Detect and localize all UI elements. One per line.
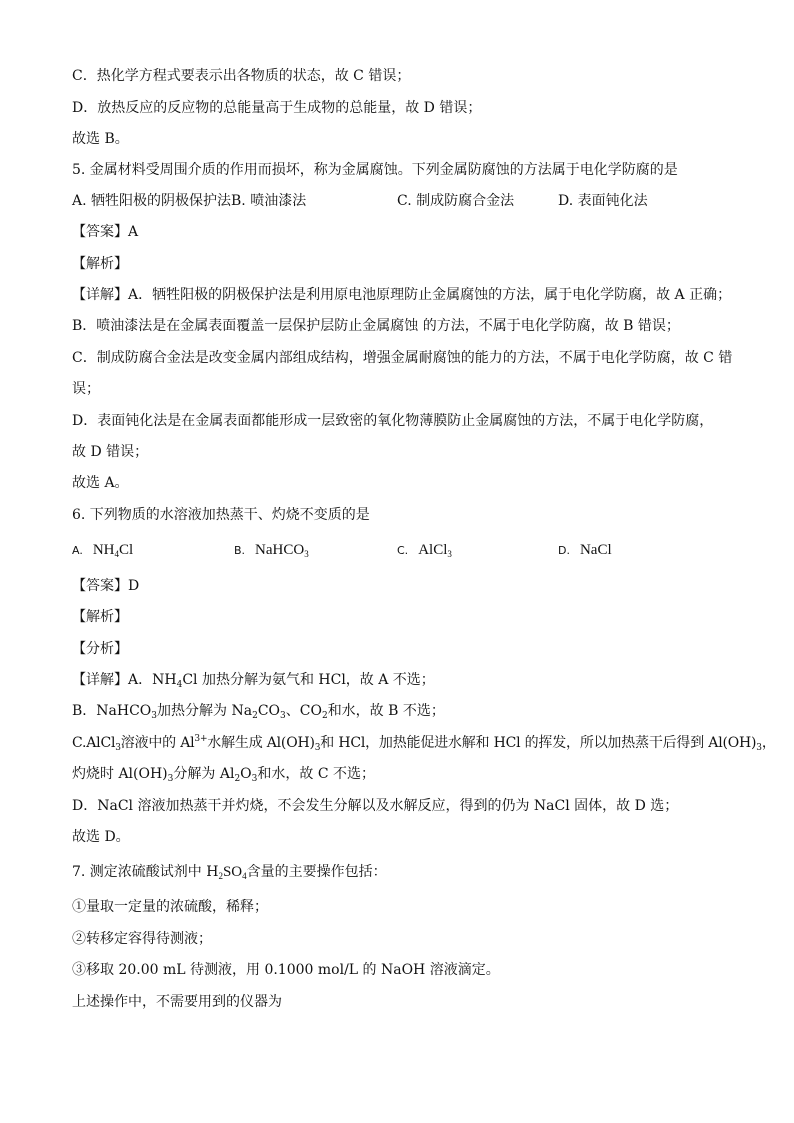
q4-option-d-explanation: D．放热反应的反应物的总能量高于生成物的总能量，故 D 错误； <box>72 100 482 116</box>
q6-detail-c-text4: 和 HCl，加热能促进水解和 HCl 的挥发，所以加热蒸干后得到 Al(OH) <box>320 735 757 751</box>
q6-detail-a-text1: 【详解】A．NH <box>72 672 177 688</box>
q5-option-c: C. 制成防腐合金法 <box>397 193 515 209</box>
q6-detail-c-text3: 水解生成 Al(OH) <box>207 735 315 751</box>
q6-detail-c2-text1: 灼烧时 Al(OH) <box>72 766 168 782</box>
q6-detail-c2-text3: O <box>240 766 252 782</box>
q6-option-a-letter: A. <box>72 544 83 557</box>
q5-detail-b: B．喷油漆法是在金属表面覆盖一层保护层防止金属腐蚀 的方法，不属于电化学防腐，故 B 错误； <box>72 318 680 334</box>
q6-detail-b-text4: 、CO <box>285 703 322 719</box>
q6-analysis-heading: 【解析】 <box>72 609 128 625</box>
q5-answer: 【答案】A <box>72 224 139 240</box>
q6-option-c-formula: AlCl$_3$ <box>418 542 452 559</box>
q6-detail-c-text2: 溶液中的 Al <box>120 735 195 751</box>
q6-option-d-letter: D. <box>558 544 570 557</box>
q5-options-ab: A. 牺牲阳极的阴极保护法B. 喷油漆法 <box>72 193 307 209</box>
q7-question: 上述操作中，不需要用到的仪器为 <box>72 994 282 1010</box>
q6-option-a <box>72 540 133 561</box>
q5-final-choice: 故选 A。 <box>72 475 129 491</box>
q6-detail-b-text2: 加热分解为 Na <box>157 703 253 719</box>
q5-option-d: D. 表面钝化法 <box>558 193 648 209</box>
q6-option-b <box>234 540 309 561</box>
q4-final-choice: 故选 B。 <box>72 131 129 147</box>
q6-stem: 6. 下列物质的水溶液加热蒸干、灼烧不变质的是 <box>72 507 370 523</box>
q6-detail-a: 【详解】A．$NH_4Cl$ 加热分解为氨气和 HCl，故 A 不选； <box>72 672 435 690</box>
q6-detail-b-text1: B．NaHCO <box>72 703 152 719</box>
q7-step-1: ①量取一定量的浓硫酸，稀释； <box>72 899 268 915</box>
q7-stem: 7. 测定浓硫酸试剂中 $H_2SO_4$含量的主要操作包括： <box>72 864 387 881</box>
q7-step-3: ③移取 20.00 mL 待测液，用 0.1000 mol/L 的 NaOH 溶液滴定。 <box>72 962 500 978</box>
q6-fenxi-heading: 【分析】 <box>72 641 128 657</box>
q6-detail-c-text5: ， <box>761 735 776 751</box>
q6-option-b-formula: NaHCO$_3$ <box>255 542 309 559</box>
q6-option-d <box>558 540 612 561</box>
q6-final-choice: 故选 D。 <box>72 829 130 845</box>
q5-stem: 5. 金属材料受周围介质的作用而损坏，称为金属腐蚀。下列金属防腐蚀的方法属于电化学防腐的是 <box>72 162 678 178</box>
q7-stem-text2: 含量的主要操作包括： <box>246 864 387 880</box>
q6-detail-c-line2: 灼烧时 $Al(OH)_3$分解为 $Al_2O_3$和水，故 C 不选； <box>72 766 376 784</box>
q6-detail-b-text5: 和水，故 B 不选； <box>327 703 445 719</box>
q6-detail-c-text1: C.AlCl <box>72 735 116 751</box>
q5-detail-c-line1: C．制成防腐合金法是改变金属内部组成结构，增强金属耐腐蚀的能力的方法，不属于电化学防腐，故 C 错 <box>72 350 733 366</box>
q6-option-a-formula: $NH_4Cl$ <box>92 542 134 559</box>
q6-detail-a-text2: Cl 加热分解为氨气和 HCl，故 A 不选； <box>182 672 435 688</box>
q6-detail-c2-text2: 分解为 Al <box>173 766 235 782</box>
q6-option-c-letter: C. <box>397 544 409 557</box>
q5-detail-d-line2: 故 D 错误； <box>72 444 149 460</box>
q6-detail-b-text3: CO <box>257 703 281 719</box>
q5-detail-a: 【详解】A．牺牲阳极的阴极保护法是利用原电池原理防止金属腐蚀的方法，属于电化学防腐，故 A 正确； <box>72 287 732 303</box>
q5-analysis-heading: 【解析】 <box>72 256 128 272</box>
q5-detail-c-line2: 误； <box>72 381 100 397</box>
q6-answer: 【答案】D <box>72 578 140 594</box>
q6-detail-c-line1: C.AlCl$_3$溶液中的 $Al^{3+}$水解生成 $Al(OH)_3$和 HCl，加热能促进水解和 HCl 的挥发，所以加热蒸干后得到 $Al(OH)_3$， <box>72 734 776 753</box>
q6-option-b-letter: B. <box>234 544 246 557</box>
q7-step-2: ②转移定容得待测液； <box>72 931 212 947</box>
q6-detail-b: B．NaHCO$_3$加热分解为 $Na_2CO_3$、$CO_2$和水，故 B 不选； <box>72 703 445 721</box>
q6-option-d-formula: NaCl <box>579 542 612 558</box>
q6-detail-d: D．NaCl 溶液加热蒸干并灼烧，不会发生分解以及水解反应，得到的仍为 NaCl 固体，故 D 选； <box>72 798 679 814</box>
q6-detail-c2-text4: 和水，故 C 不选； <box>257 766 376 782</box>
q5-detail-d-line1: D．表面钝化法是在金属表面都能形成一层致密的氧化物薄膜防止金属腐蚀的方法，不属于电化学防腐， <box>72 413 714 429</box>
q4-option-c-explanation: C．热化学方程式要表示出各物质的状态，故 C 错误； <box>72 68 411 84</box>
q6-option-c <box>397 540 452 561</box>
q7-stem-text1: 7. 测定浓硫酸试剂中 H <box>72 864 219 880</box>
